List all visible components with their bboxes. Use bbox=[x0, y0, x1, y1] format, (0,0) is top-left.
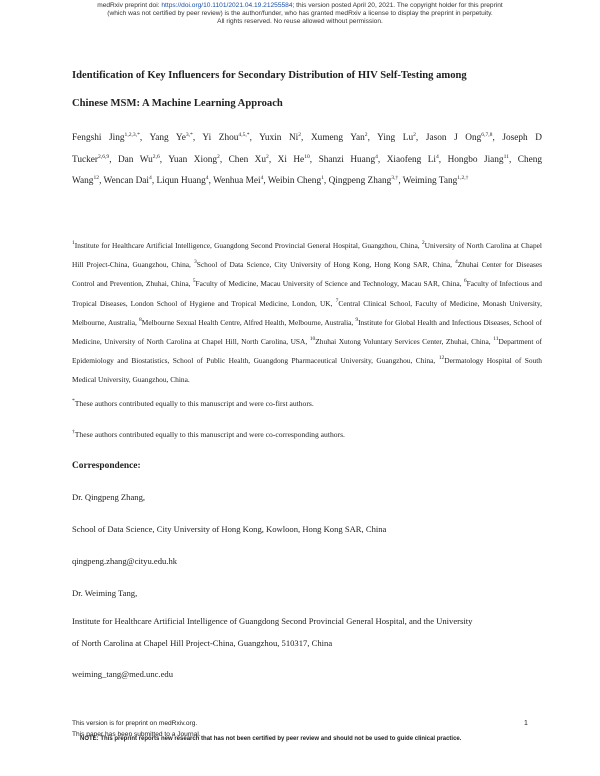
affiliation-text: Zhuhai Center for Diseases Control and Prevention, Zhuhai, China, bbox=[72, 260, 543, 289]
author-name: Yuan Xiong bbox=[168, 154, 218, 165]
author-name: Jason J Ong bbox=[425, 133, 482, 143]
author-name: Weiming Tang bbox=[402, 176, 458, 186]
author-name: Yi Zhou bbox=[202, 133, 239, 143]
author-line-1: Fengshi Jing$^{1,2,3,*}$, Yang $Ye^{3,*}$, Yi Zhou$^{4,5,*}$, Yuxin Ni$^2$, Xumeng Yan$^2$, Ying Lu$^2$, Jason J Ong$^{6,7,8}$, Joseph D bbox=[72, 132, 542, 143]
affiliation-number: 12 bbox=[438, 355, 445, 362]
author-name: Yang Ye bbox=[149, 133, 186, 143]
author-name: Ying Lu bbox=[377, 133, 414, 143]
affiliation-text: Faculty of Medicine, Macau University of Science and Technology, Macau SAR, China, bbox=[195, 279, 464, 289]
author-name: Yuxin Ni bbox=[259, 133, 299, 143]
correspondent-2-affiliation-line-1: Institute for Healthcare Artificial Intelligence of Guangdong Second Provincial General Hospital, and the University bbox=[72, 616, 473, 626]
author-affiliation-marker: 2,6,9 bbox=[98, 153, 110, 160]
affiliation-number: 10 bbox=[309, 336, 316, 343]
header-line-1: medRxiv preprint doi: https://doi.org/10.1101/2021.04.19.21255584; this version posted April 20, 2021. The copyright holder for this preprint bbox=[97, 2, 503, 9]
correspondent-2-email[interactable]: weiming_tang@med.unc.edu bbox=[72, 669, 173, 679]
affiliations bbox=[72, 236, 542, 390]
author-line-2: Tucker$^{2,6,9}$, Dan Wu$^{2,6}$, Yuan Xiong$^2$, Chen Xu$^2$, Xi He$^{10}$, Shanzi Huang$^4$, Xiaofeng Li$^4$, Hongbo Jiang$^{11}$, Cheng bbox=[72, 153, 543, 165]
affiliation-text: School of Data Science, City University of Hong Kong, Hong Kong SAR, China, bbox=[196, 260, 455, 270]
author-name: Fengshi Jing bbox=[72, 133, 125, 143]
paper-title-line-2: Chinese MSM: A Machine Learning Approach bbox=[72, 98, 283, 109]
author-name: Wencan Dai bbox=[103, 176, 150, 186]
medrxiv-notice: NOTE: This preprint reports new research that has not been certified by peer review and should not be used to guide clinical practice. bbox=[80, 736, 462, 742]
affiliation-number: 1 bbox=[72, 240, 75, 246]
affiliation-text: Institute for Healthcare Artificial Intelligence, Guangdong Second Provincial General Hospital, Guangzhou, China, bbox=[74, 241, 422, 250]
affiliation-text: University of North Carolina at Chapel Hill Project-China, Guangzhou, China, bbox=[72, 241, 542, 270]
affiliation-number: 8 bbox=[138, 316, 142, 323]
affiliation-number: 11 bbox=[493, 336, 499, 343]
preprint-header bbox=[0, 2, 600, 27]
co-corresponding-note: †These authors contributed equally to this manuscript and were co-corresponding authors. bbox=[72, 429, 345, 439]
page-number: 1 bbox=[524, 720, 528, 727]
affiliation-number: 7 bbox=[335, 297, 339, 304]
author-affiliation-marker: 2 bbox=[413, 132, 416, 138]
author-affiliation-marker: 4 bbox=[205, 175, 209, 181]
affiliation-number: 6 bbox=[463, 278, 467, 285]
author-affiliation-marker: 4 bbox=[260, 175, 264, 181]
author-name: Xiaofeng Li bbox=[386, 154, 436, 165]
correspondent-1-name: Dr. Qingpeng Zhang, bbox=[72, 492, 146, 502]
correspondent-1-affiliation: School of Data Science, City University of Hong Kong, Kowloon, Hong Kong SAR, China bbox=[72, 524, 387, 534]
author-list bbox=[72, 128, 542, 193]
author-affiliation-marker: 4 bbox=[435, 153, 439, 160]
author-affiliation-marker: 4 bbox=[375, 153, 378, 160]
author-affiliation-marker: 3,* bbox=[185, 132, 193, 138]
author-affiliation-marker: 1,2,3,* bbox=[124, 132, 140, 138]
correspondence-heading: Correspondence: bbox=[72, 461, 141, 471]
author-name: Chen Xu bbox=[228, 154, 267, 165]
author-affiliation-marker: 1,2,† bbox=[457, 175, 469, 181]
author-name: Qingpeng Zhang bbox=[328, 176, 392, 186]
footer-version-line: This version is for preprint on medRxiv.org. bbox=[72, 720, 198, 727]
author-name: Cheng bbox=[517, 154, 543, 165]
author-affiliation-marker: 2 bbox=[298, 132, 302, 138]
author-name: Xumeng Yan bbox=[310, 133, 365, 143]
author-affiliation-marker: 1 bbox=[321, 175, 324, 181]
author-name: Wang bbox=[72, 176, 94, 186]
affiliation-number: 5 bbox=[192, 278, 196, 285]
author-affiliation-marker: 2 bbox=[266, 153, 269, 160]
author-name: Weibin Cheng bbox=[267, 176, 322, 186]
author-affiliation-marker: 2 bbox=[364, 132, 368, 138]
correspondent-1-email[interactable]: qingpeng.zhang@cityu.edu.hk bbox=[72, 556, 178, 566]
author-name: Tucker bbox=[72, 154, 98, 165]
paper-title-line-1: Identification of Key Influencers for Secondary Distribution of HIV Self-Testing among bbox=[72, 70, 467, 81]
author-name: Liqun Huang bbox=[156, 176, 206, 186]
affiliation-number: 4 bbox=[455, 259, 458, 266]
correspondent-2-name: Dr. Weiming Tang, bbox=[72, 588, 138, 598]
author-affiliation-marker: 4,5,* bbox=[238, 132, 250, 138]
author-affiliation-marker: 4 bbox=[149, 175, 152, 181]
affiliation-text: Faculty of Infectious and Tropical Diseases, London School of Hygiene and Tropical Medicine, London, UK, bbox=[72, 279, 542, 308]
author-name: Xi He bbox=[277, 154, 305, 165]
affiliation-text: Melbourne Sexual Health Centre, Alfred Health, Melbourne, Australia, bbox=[141, 317, 356, 327]
affiliation-number: 2 bbox=[421, 240, 425, 246]
author-affiliation-marker: 2,6 bbox=[152, 153, 160, 160]
affiliation-text: Central Clinical School, Faculty of Medicine, Monash University, Melbourne, Australia, bbox=[72, 298, 542, 327]
affiliation-text: Institute for Global Health and Infectious Diseases, School of Medicine, University of North Carolina at Chapel Hill, North Carolina, USA, bbox=[72, 317, 542, 347]
author-line-3: Wang$^{12}$, Wencan Dai$^4$, Liqun Huang$^4$, Wenhua Mei$^4$, Weibin Cheng$^1$, Qingpeng Zhang$^{3,\dagger}$, Weiming Tang$^{1,2,\dagger}$ bbox=[72, 175, 469, 186]
author-name: Joseph D bbox=[502, 133, 542, 143]
header-line-3: All rights reserved. No reuse allowed without permission. bbox=[217, 18, 383, 26]
correspondent-2-affiliation-line-2: of North Carolina at Chapel Hill Project-China, Guangzhou, 510317, China bbox=[72, 638, 333, 648]
affiliation-text: Department of Epidemiology and Biostatistics, School of Public Health, Guangdong Pharmaceutical University, Guangzhou, China, bbox=[72, 337, 543, 366]
affiliation-text: Zhuhai Xutong Voluntary Services Center, Zhuhai, China, bbox=[315, 337, 494, 347]
affiliation-number: 3 bbox=[193, 259, 197, 266]
author-name: Wenhua Mei bbox=[213, 176, 261, 186]
author-name: Dan Wu bbox=[117, 154, 153, 165]
author-affiliation-marker: 3,† bbox=[391, 175, 399, 181]
author-affiliation-marker: 6,7,8 bbox=[481, 132, 493, 138]
doi-link[interactable]: https://doi.org/10.1101/2021.04.19.21255584 bbox=[161, 2, 293, 9]
co-first-note: *These authors contributed equally to this manuscript and were co-first authors. bbox=[72, 398, 314, 408]
author-name: Shanzi Huang bbox=[318, 154, 376, 165]
author-affiliation-marker: 10 bbox=[304, 153, 310, 160]
author-affiliation-marker: 2 bbox=[217, 153, 220, 160]
affiliation-number: 9 bbox=[355, 316, 359, 323]
affiliation-text: Dermatology Hospital of South Medical University, Guangzhou, China. bbox=[72, 356, 542, 385]
footer-status-line: This paper has been submitted to a Journal. bbox=[72, 731, 201, 738]
header-line-2: (which was not certified by peer review) is the author/funder, who has granted medRxiv a license to display the preprint in perpetuity. bbox=[107, 10, 493, 18]
author-name: Hongbo Jiang bbox=[447, 154, 504, 165]
author-affiliation-marker: 12 bbox=[93, 175, 100, 181]
author-affiliation-marker: 11 bbox=[503, 153, 509, 160]
